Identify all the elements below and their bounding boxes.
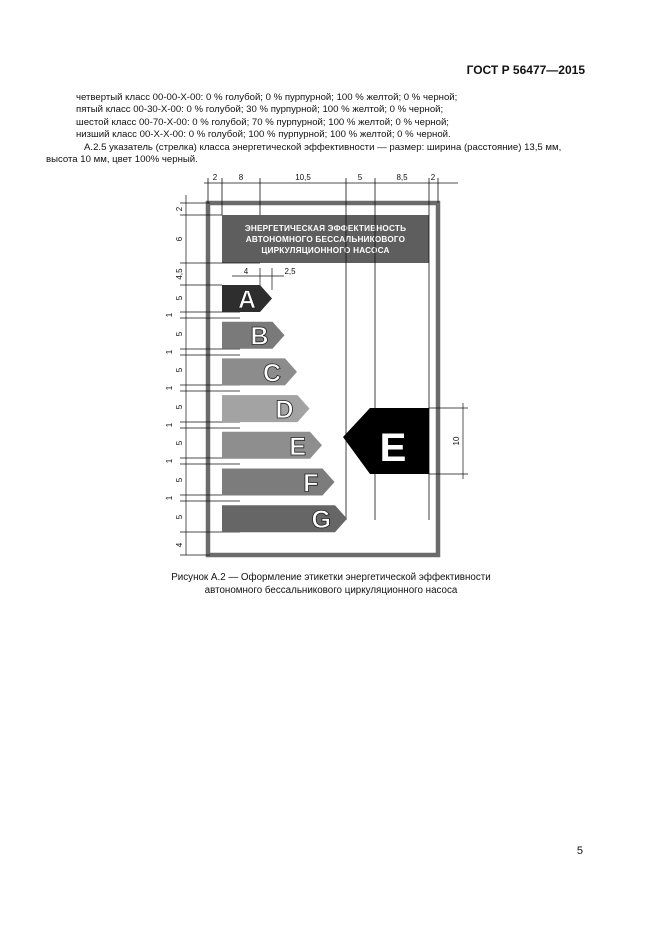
paragraph-a25-line2: высота 10 мм, цвет 100% черный.: [46, 154, 198, 166]
dim-left-14: 5: [175, 477, 184, 483]
label-title-line-2: АВТОНОМНОГО БЕССАЛЬНИКОВОГО: [245, 235, 406, 244]
label-title-line-3: ЦИРКУЛЯЦИОННОГО НАСОСА: [261, 246, 390, 255]
paragraph-a25-line1: А.2.5 указатель (стрелка) класса энергетической эффективности — размер: ширина (расстояние) 13,5 мм,: [84, 141, 562, 153]
dim-top-6: 2: [430, 173, 436, 182]
class-letter-b: B: [250, 322, 269, 351]
color-spec-line-7: низший класс 00-X-X-00: 0 % голубой; 100 % пурпурной; 100 % желтой; 0 % черной.: [76, 129, 451, 141]
caption-line-2: автономного бессальникового циркуляционного насоса: [204, 584, 458, 596]
class-indicator: [343, 408, 429, 474]
left-dimension-labels: [165, 206, 184, 547]
dim-left-9: 1: [165, 385, 174, 391]
dim-left-12: 5: [175, 440, 184, 446]
figure-caption: [76, 572, 586, 597]
page-number: 5: [576, 845, 583, 857]
dim-top-3: 10,5: [295, 173, 311, 182]
dim-top-1: 2: [212, 173, 218, 182]
document-id: ГОСТ Р 56477—2015: [466, 63, 585, 77]
color-spec-line-5: пятый класс 00-30-X-00: 0 % голубой; 30 % пурпурной; 100 % желтой; 0 % черной;: [76, 104, 444, 116]
dim-top-5: 8,5: [396, 173, 408, 182]
class-letter-c: C: [262, 359, 281, 388]
class-letter-g: G: [311, 506, 331, 535]
class-arrow-e: [222, 432, 322, 459]
dim-left-15: 1: [165, 495, 174, 501]
dim-left-16: 5: [175, 514, 184, 520]
class-arrows: [222, 285, 347, 534]
class-arrow-c: [222, 358, 297, 388]
class-letter-e: E: [289, 432, 306, 461]
dim-inner-2: 2,5: [284, 267, 296, 276]
dim-left-5: 1: [165, 312, 174, 318]
dim-left-10: 5: [175, 404, 184, 410]
dim-top-4: 5: [357, 173, 363, 182]
dim-left-11: 1: [165, 422, 174, 428]
dim-left-1: 2: [175, 206, 184, 212]
dim-top-2: 8: [238, 173, 244, 182]
label-title-line-1: ЭНЕРГЕТИЧЕСКАЯ ЭФФЕКТИВНОСТЬ: [244, 224, 407, 233]
color-spec-line-4: четвертый класс 00-00-X-00: 0 % голубой; 0 % пурпурной; 100 % желтой; 0 % черной;: [76, 92, 458, 103]
class-arrow-d: [222, 395, 310, 425]
dim-left-13: 1: [165, 458, 174, 464]
dim-left-8: 5: [175, 367, 184, 373]
dim-left-6: 5: [175, 331, 184, 337]
dim-left-17: 4: [175, 542, 184, 548]
color-spec-line-6: шестой класс 00-70-X-00: 0 % голубой; 70 % пурпурной; 100 % желтой; 0 % черной;: [76, 116, 449, 128]
caption-line-1: Рисунок А.2 — Оформление этикетки энергетической эффективности: [171, 572, 491, 583]
dim-left-2: 6: [175, 236, 184, 242]
dim-indicator-height: 10: [452, 436, 461, 446]
class-letter-d: D: [275, 396, 294, 425]
dim-left-3: 4,5: [175, 268, 184, 280]
class-letter-f: F: [303, 469, 319, 498]
class-letter-a: A: [237, 286, 256, 314]
indicator-letter: E: [379, 426, 407, 470]
dim-inner-1: 4: [243, 267, 249, 276]
indicator-dimension: [429, 403, 468, 479]
dim-left-7: 1: [165, 349, 174, 355]
dim-left-4: 5: [175, 295, 184, 301]
